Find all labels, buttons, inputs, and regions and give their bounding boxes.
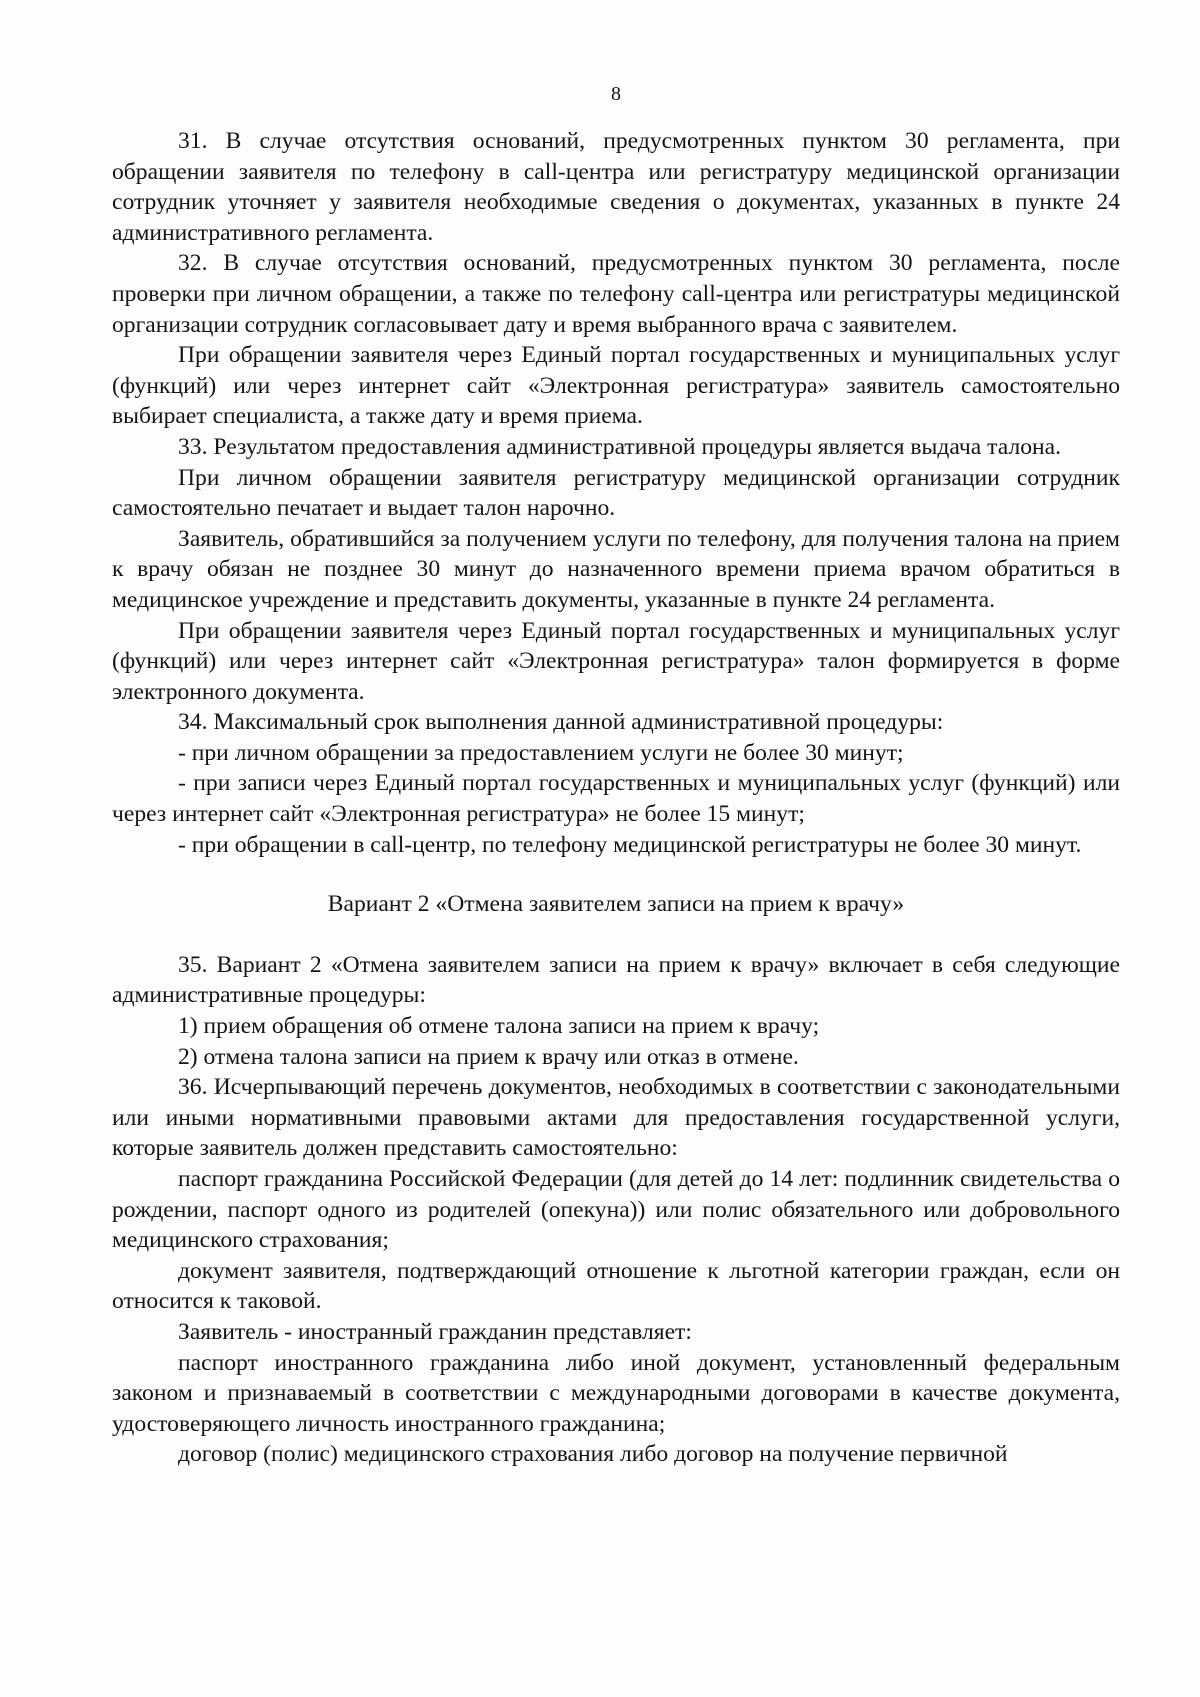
paragraph-34-item-personal: - при личном обращении за предоставлением услуги не более 30 минут; <box>178 739 904 766</box>
paragraph-36-foreigner: Заявитель - иностранный гражданин представляет: <box>178 1318 692 1345</box>
paragraph-34: 34. Максимальный срок выполнения данной административной процедуры: <box>178 709 944 736</box>
paragraph-33-phone: Заявитель, обратившийся за получением услуги по телефону, для получения талона на прием к врачу обязан не позднее 30 минут до назначенного времени приема врачом обратиться в медицинское учреждение и представить документы, указанные в пункте 24 регламента. <box>112 525 1120 613</box>
paragraph-34-item-portal: - при записи через Единый портал государственных и муниципальных услуг (функций) или через интернет сайт «Электронная регистратура» не более 15 минут; <box>112 770 1120 828</box>
paragraph-33-personal: При личном обращении заявителя регистратуру медицинской организации сотрудник самостоятельно печатает и выдает талон нарочно. <box>112 464 1120 522</box>
paragraph-35: 35. Вариант 2 «Отмена заявителем записи на прием к врачу» включает в себя следующие административные процедуры: <box>112 951 1120 1009</box>
paragraph-36-benefit-document: документ заявителя, подтверждающий отношение к льготной категории граждан, если он относится к таковой. <box>112 1257 1120 1315</box>
paragraph-36-foreign-passport: паспорт иностранного гражданина либо иной документ, установленный федеральным законом и признаваемый в соответствии с международными договорами в качестве документа, удостоверяющего личность иностранного гражданина; <box>112 1349 1120 1437</box>
document-body-part2 <box>112 950 1120 1470</box>
paragraph-32-portal: При обращении заявителя через Единый портал государственных и муниципальных услуг (функций) или через интернет сайт «Электронная регистратура» заявитель самостоятельно выбирает специалиста, а также дату и время приема. <box>112 342 1120 430</box>
paragraph-34-item-call-center: - при обращении в call-центр, по телефону медицинской регистратуры не более 30 минут. <box>178 831 1082 858</box>
section-heading: Вариант 2 «Отмена заявителем записи на прием к врачу» <box>327 891 905 918</box>
paragraph-33-portal: При обращении заявителя через Единый портал государственных и муниципальных услуг (функций) или через интернет сайт «Электронная регистратура» талон формируется в форме электронного документа. <box>112 617 1120 705</box>
paragraph-36: 36. Исчерпывающий перечень документов, необходимых в соответствии с законодательными или иными нормативными правовыми актами для предоставления государственной услуги, которые заявитель должен представить самостоятельно: <box>112 1074 1120 1162</box>
paragraph-32: 32. В случае отсутствия оснований, предусмотренных пунктом 30 регламента, после проверки при личном обращении, а также по телефону call-центра или регистратуры медицинской организации сотрудник согласовывает дату и время выбранного врача с заявителем. <box>112 250 1120 338</box>
paragraph-36-passport: паспорт гражданина Российской Федерации (для детей до 14 лет: подлинник свидетельства о рождении, паспорт одного из родителей (опекуна)) или полис обязательного или добровольного медицинского страхования; <box>112 1166 1120 1254</box>
paragraph-35-item-1: 1) прием обращения об отмене талона записи на прием к врачу; <box>178 1013 820 1040</box>
page-number: 8 <box>611 83 621 105</box>
paragraph-31: 31. В случае отсутствия оснований, предусмотренных пунктом 30 регламента, при обращении заявителя по телефону в call-центра или регистратуру медицинской организации сотрудник уточняет у заявителя необходимые сведения о документах, указанных в пункте 24 административного регламента. <box>112 128 1120 246</box>
paragraph-33: 33. Результатом предоставления административной процедуры является выдача талона. <box>178 433 1062 460</box>
paragraph-36-insurance: договор (полис) медицинского страхования либо договор на получение первичной <box>178 1441 1008 1468</box>
document-body-part1 <box>112 126 1120 860</box>
paragraph-35-item-2: 2) отмена талона записи на прием к врачу или отказ в отмене. <box>178 1043 799 1070</box>
